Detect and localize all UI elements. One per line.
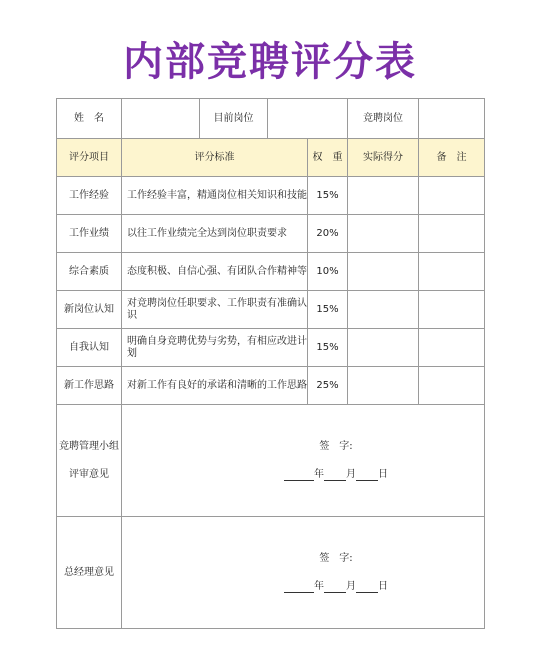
row-standard: 对竞聘岗位任职要求、工作职责有准确认识: [122, 291, 308, 329]
header-row: [57, 139, 485, 177]
committee-opinion-field[interactable]: [122, 405, 485, 517]
table-row: [57, 329, 485, 367]
target-post-field[interactable]: [419, 99, 485, 139]
row-standard: 以往工作业绩完全达到岗位职责要求: [122, 215, 308, 253]
row-note-field[interactable]: [419, 329, 485, 367]
row-weight: 15%: [308, 177, 348, 215]
current-post-field[interactable]: [268, 99, 348, 139]
row-item: 新岗位认知: [57, 291, 122, 329]
row-score-field[interactable]: [348, 177, 419, 215]
row-note-field[interactable]: [419, 253, 485, 291]
row-item: 工作业绩: [57, 215, 122, 253]
year-blank[interactable]: [284, 470, 314, 481]
row-item: 自我认知: [57, 329, 122, 367]
row-item: 新工作思路: [57, 367, 122, 405]
row-standard: 对新工作有良好的承诺和清晰的工作思路: [122, 367, 308, 405]
day-blank[interactable]: [356, 582, 378, 593]
year-label: 年: [314, 580, 324, 592]
row-score-field[interactable]: [348, 291, 419, 329]
info-row: [57, 99, 485, 139]
row-score-field[interactable]: [348, 253, 419, 291]
row-score-field[interactable]: [348, 367, 419, 405]
table-row: [57, 215, 485, 253]
month-label: 月: [346, 468, 356, 480]
manager-label: 总经理意见: [57, 517, 122, 629]
row-weight: 15%: [308, 291, 348, 329]
row-standard: 工作经验丰富，精通岗位相关知识和技能: [122, 177, 308, 215]
row-note-field[interactable]: [419, 367, 485, 405]
row-standard: 明确自身竞聘优势与劣势，有相应改进计划: [122, 329, 308, 367]
table-row: [57, 367, 485, 405]
name-label: 姓 名: [57, 99, 122, 139]
manager-row: [57, 517, 485, 629]
table-row: [57, 291, 485, 329]
evaluation-form-table: [56, 98, 485, 629]
day-label: 日: [378, 580, 388, 592]
row-score-field[interactable]: [348, 215, 419, 253]
table-row: [57, 253, 485, 291]
manager-date: [188, 581, 484, 593]
committee-label: [57, 405, 122, 517]
page-title: 内部竞聘评分表: [123, 39, 417, 85]
committee-label-line2: 评审意见: [69, 468, 109, 480]
row-note-field[interactable]: [419, 215, 485, 253]
target-post-label: 竞聘岗位: [348, 99, 419, 139]
committee-label-line1: 竞聘管理小组: [59, 440, 119, 452]
manager-sign-label: 签 字:: [319, 552, 353, 564]
year-label: 年: [314, 468, 324, 480]
row-weight: 20%: [308, 215, 348, 253]
year-blank[interactable]: [284, 582, 314, 593]
row-weight: 15%: [308, 329, 348, 367]
manager-opinion-field[interactable]: [122, 517, 485, 629]
header-score: 实际得分: [348, 139, 419, 177]
row-note-field[interactable]: [419, 177, 485, 215]
header-note: 备 注: [419, 139, 485, 177]
header-item: 评分项目: [57, 139, 122, 177]
committee-sign-label: 签 字:: [319, 440, 353, 452]
row-note-field[interactable]: [419, 291, 485, 329]
month-blank[interactable]: [324, 582, 346, 593]
month-blank[interactable]: [324, 470, 346, 481]
header-standard: 评分标准: [122, 139, 308, 177]
row-standard: 态度积极、自信心强、有团队合作精神等: [122, 253, 308, 291]
row-weight: 25%: [308, 367, 348, 405]
name-field[interactable]: [122, 99, 200, 139]
day-label: 日: [378, 468, 388, 480]
row-score-field[interactable]: [348, 329, 419, 367]
header-weight: 权 重: [308, 139, 348, 177]
current-post-label: 目前岗位: [200, 99, 268, 139]
row-item: 综合素质: [57, 253, 122, 291]
committee-date: [188, 469, 484, 481]
row-weight: 10%: [308, 253, 348, 291]
committee-row: [57, 405, 485, 517]
day-blank[interactable]: [356, 470, 378, 481]
month-label: 月: [346, 580, 356, 592]
row-item: 工作经验: [57, 177, 122, 215]
table-row: [57, 177, 485, 215]
